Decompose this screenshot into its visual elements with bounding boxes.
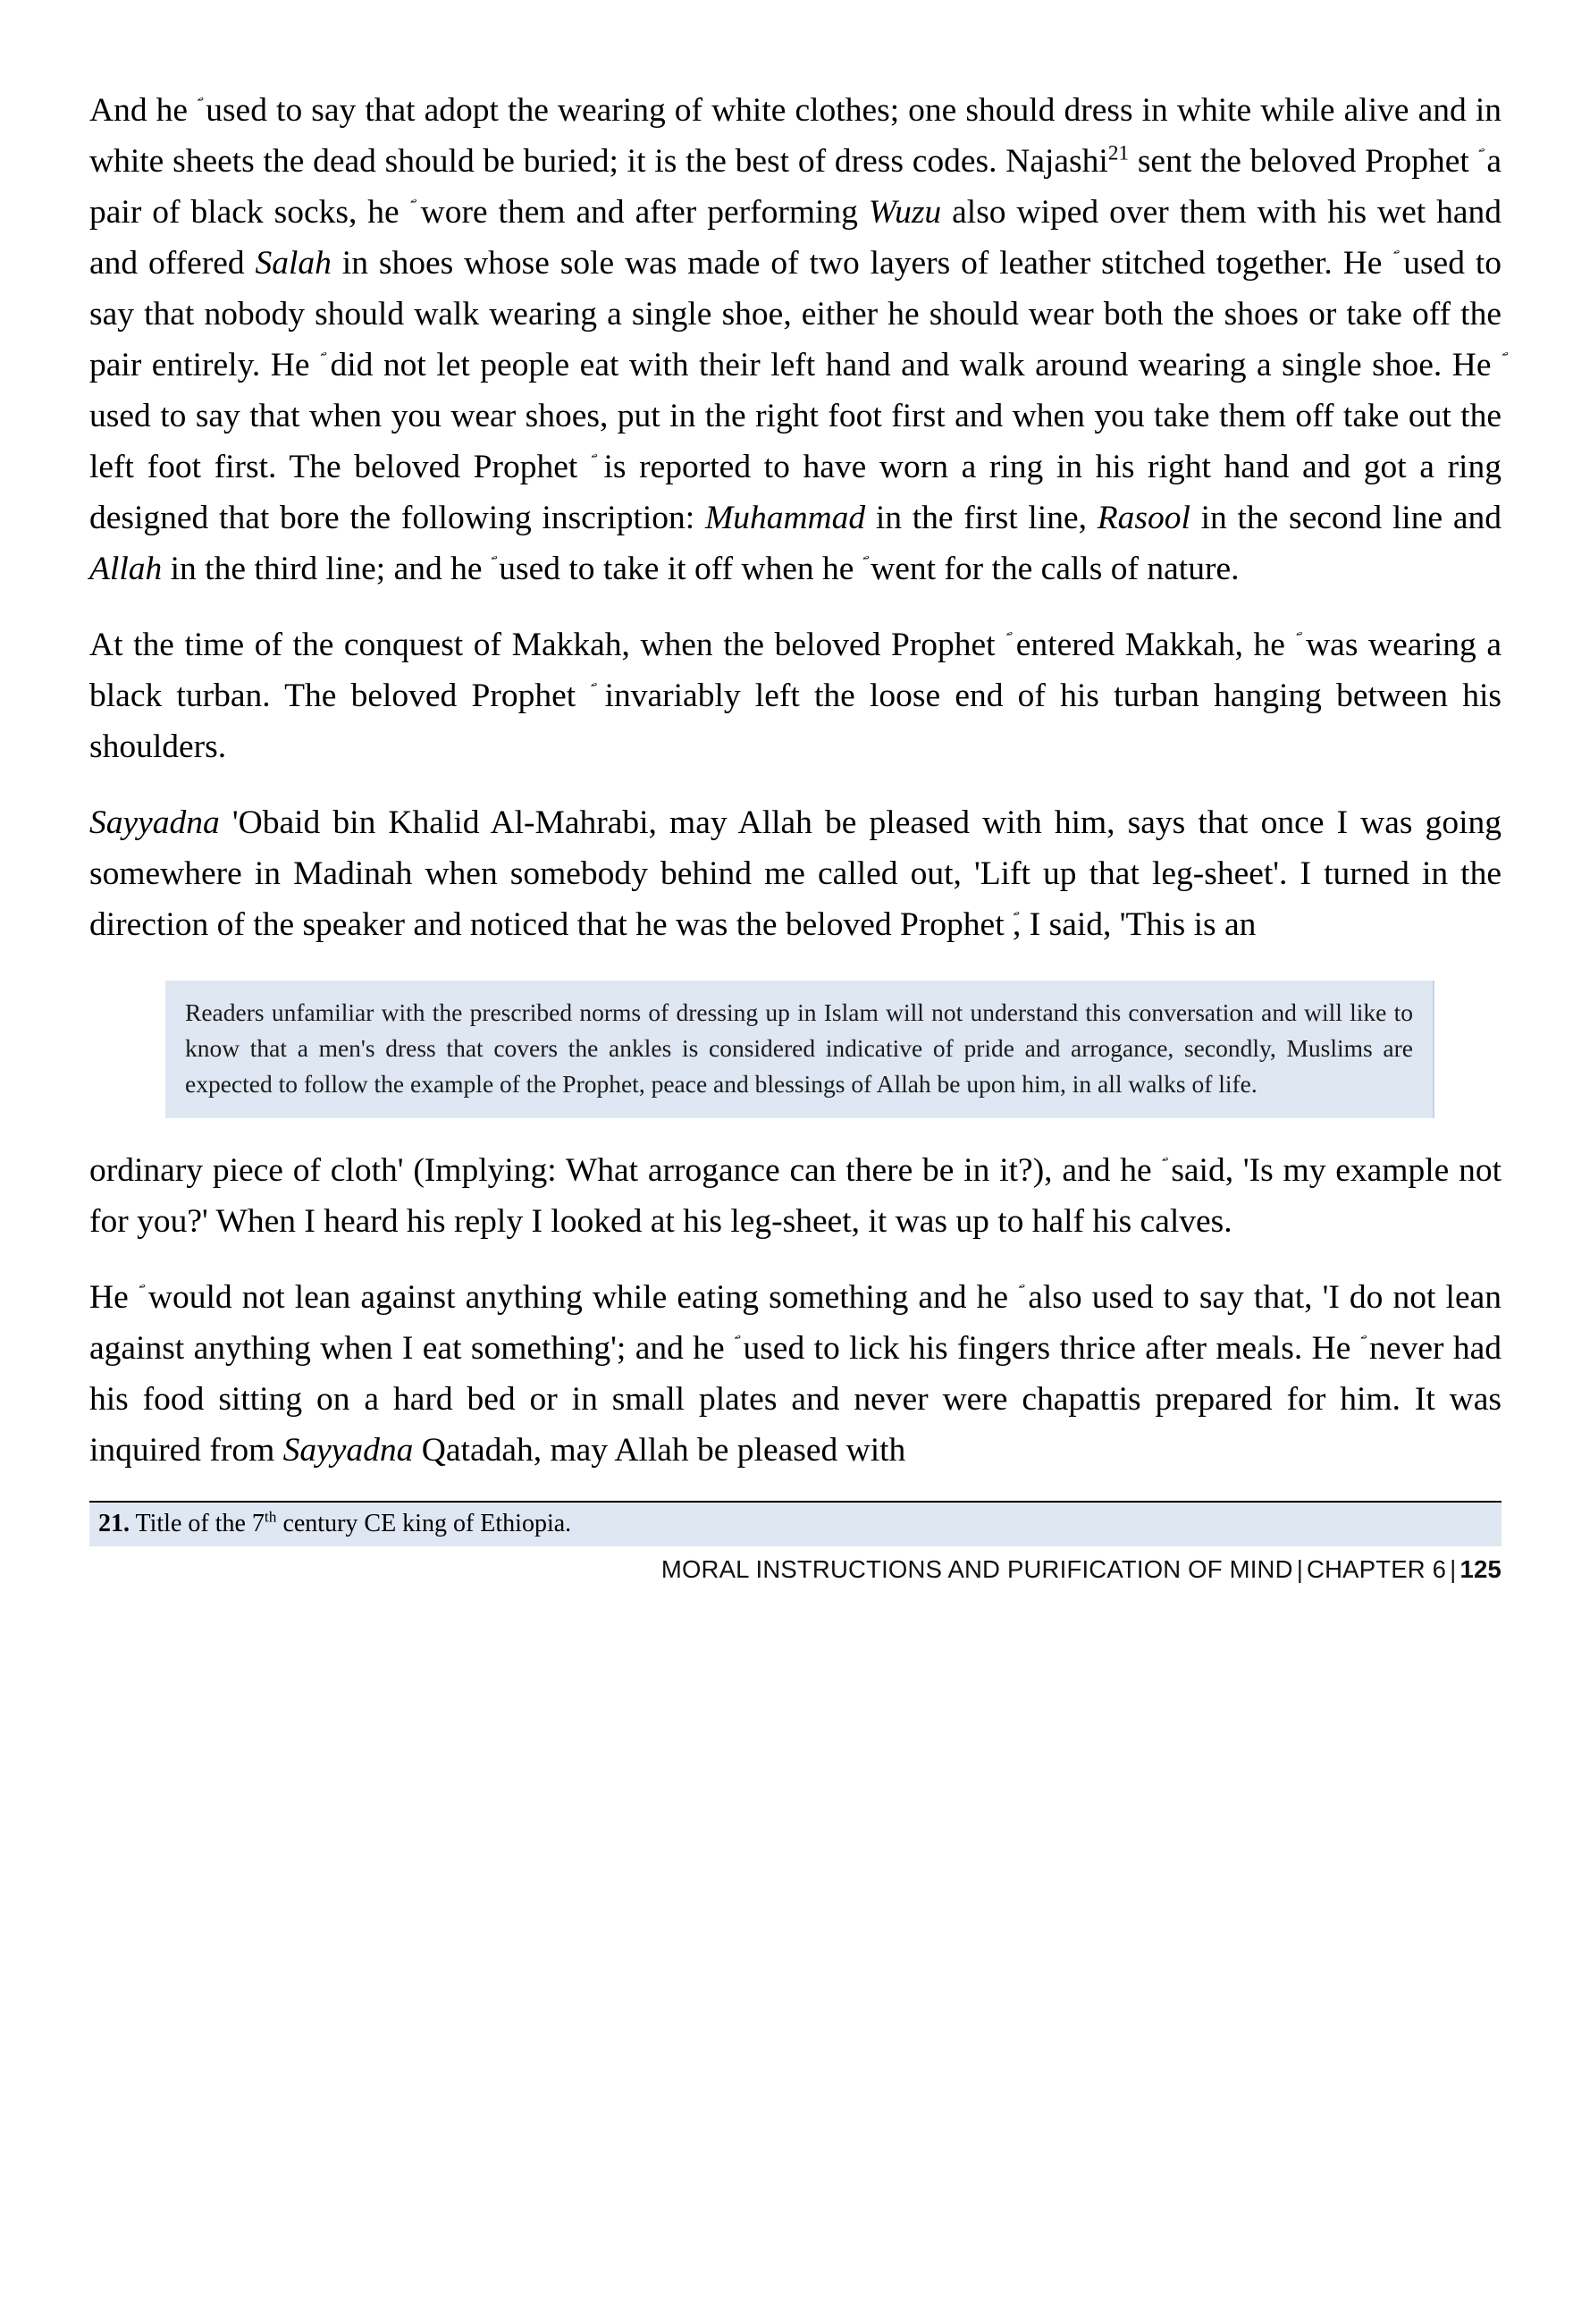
footer-book-title: MORAL INSTRUCTIONS AND PURIFICATION OF MIND — [660, 1554, 1293, 1583]
footer-separator-1: | — [1296, 1554, 1304, 1583]
italic-term: Wuzu — [868, 194, 942, 231]
paragraph-4: ordinary piece of cloth' (Implying: What arrogance can there be in it?), and he said, 'Is my example not for you?' When I heard his reply I looked at his leg-sheet, it was up to half his calves. — [89, 1151, 1502, 1240]
note-callout-text: Readers unfamiliar with the prescribed norms of dressing up in Islam will not understand this conversation and will like to know that a men's dress that covers the ankles is considered indicative of pride and arrogance, secondly, Muslims are expected to follow the example of the Prophet, peace and blessings of Allah be upon him, in all walks of life. — [185, 998, 1413, 1098]
footnote-marker: 21 — [1107, 141, 1130, 165]
italic-term: Sayyadna — [89, 804, 220, 841]
note-callout-box — [165, 981, 1434, 1118]
paragraph-5: He would not lean against anything while eating something and he also used to say that, 'I do not lean against anything when I eat something'; and he used to lick his fingers thrice after meals. He never had his food sitting on a hard bed or in small plates and never were chapattis prepared for him. It was inquired from Sayyadna Qatadah, may Allah be pleased with — [89, 1278, 1502, 1469]
italic-term: Sayyadna — [282, 1431, 414, 1469]
paragraph-3: Sayyadna 'Obaid bin Khalid Al-Mahrabi, may Allah be pleased with him, says that once I was going somewhere in Madinah when somebody behind me called out, 'Lift up that leg-sheet'. I turned in the direction of the speaker and noticed that he was the beloved Prophet , I said, 'This is an — [89, 804, 1502, 943]
italic-term: Allah — [89, 551, 163, 587]
footnote — [89, 1503, 1502, 1546]
italic-term: Rasool — [1097, 500, 1190, 536]
footer-separator-2: | — [1450, 1554, 1457, 1583]
page-content — [89, 85, 1502, 1584]
footnote-text-after: century CE king of Ethiopia. — [276, 1509, 572, 1537]
footnote-ordinal-suffix: th — [264, 1508, 277, 1526]
page-footer — [89, 1555, 1502, 1584]
paragraph-2: At the time of the conquest of Makkah, when the beloved Prophet entered Makkah, he was wearing a black turban. The beloved Prophet invariably left the loose end of his turban hanging between his shoulders. — [89, 627, 1502, 765]
footer-page-number: 125 — [1459, 1554, 1502, 1583]
paragraph-1: And he used to say that adopt the wearing of white clothes; one should dress in white while alive and in white sheets the dead should be buried; it is the best of dress codes. Najashi$^{21}$ sent the beloved Prophet a pair of black socks, he wore them and after performing Wuzu also wiped over them with his wet hand and offered Salah in shoes whose sole was made of two layers of leather stitched together. He used to say that nobody should walk wearing a single shoe, either he should wear both the shoes or take off the pair entirely. He did not let people eat with their left hand and walk around wearing a single shoe. He used to say that when you wear shoes, put in the right foot first and when you take them off take out the left foot first. The beloved Prophet is reported to have worn a ring in his right hand and got a ring designed that bore the following inscription: Muhammad in the first line, Rasool in the second line and Allah in the third line; and he used to take it off when he went for the calls of nature. — [89, 92, 1502, 587]
italic-term: Muhammad — [704, 500, 866, 536]
footnote-number: 21. — [98, 1509, 130, 1537]
footnote-text-before: Title of the 7 — [130, 1509, 265, 1537]
italic-term: Salah — [255, 245, 332, 282]
footer-chapter: CHAPTER 6 — [1307, 1554, 1447, 1583]
